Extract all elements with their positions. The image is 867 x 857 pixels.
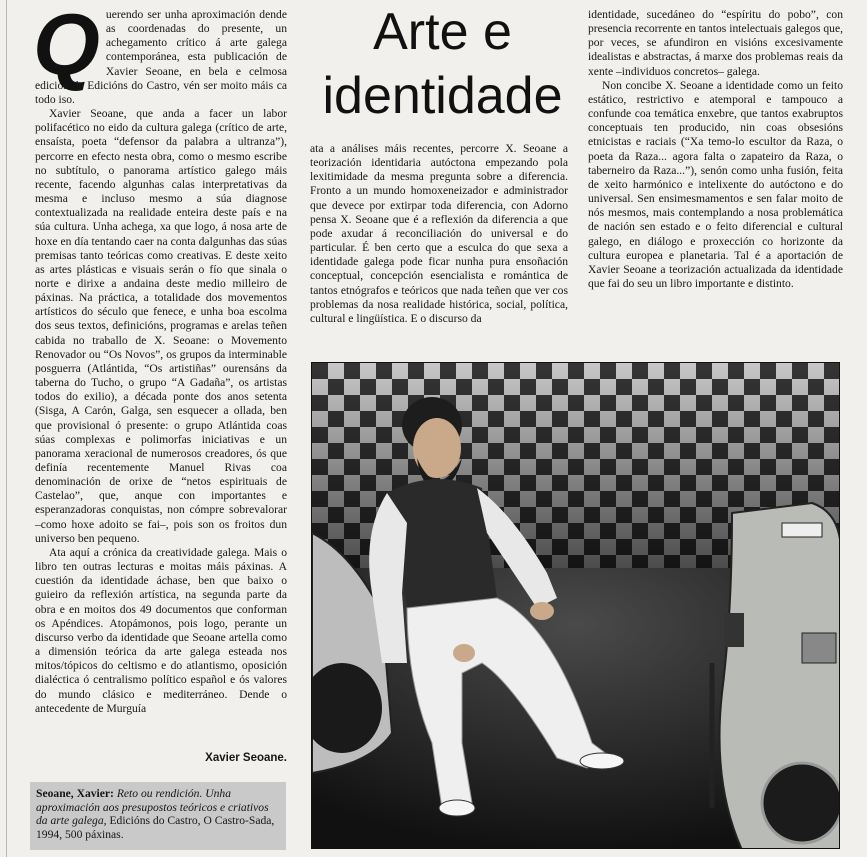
bib-author: Seoane, Xavier: xyxy=(36,787,114,800)
author-signature: Xavier Seoane. xyxy=(205,752,287,764)
paragraph-4: ata a análises máis recentes, percorre X. Seoane a teorización identidaria autóctona empezando pola lexitimidade da mesma pregunta sobre a diferencia. Fronto a un mundo homoxeneizador e administrador que devece por extirpar toda diferencia, con Adorno pensa X. Seoane que é a reflexión da diferencia a que pode axudar á reconciliación do universal e do particular. É ben certo que a esculca do que sexa a identidade galega pode ficar nunha pura ensoñación conceptual, concepción esencialista e romántica de tantos etnógrafos e teóricos que nada teñen que ver cos problemas da nosa realidade histórica, social, política, cultural e lingüística. E o discurso da xyxy=(310,142,568,325)
bibliography-box xyxy=(30,782,286,850)
bib-publisher: Edicións do Castro, O Castro-Sada, 1994, 500 páxinas. xyxy=(36,814,275,841)
page-edge-rule xyxy=(6,0,7,857)
paragraph-5: identidade, sucedáneo do “espíritu do pobo”, con presencia recorrente en tantos intelectuais galegos que, por veces, se afundiron en visións excesivamente idealistas e abstractas, á marxe dos problemas reais da xente –individuos concretos– galega. xyxy=(588,8,843,78)
column-middle xyxy=(310,142,568,326)
paragraph-2: Xavier Seoane, que anda a facer un labor polifacético no eido da cultura galega (crítico de arte, ensaísta, poeta “defensor da palabra a ultranza”), percorre en efecto nesta obra, como o mesmo escribe no subtítulo, o panorama artístico galego máis recente, facendo algunhas calas interpretativas da mesma e incluso mesmo a súa diagnose contextualizada na realidade enteira deste país e na súa cultura. Unha achega, xa que logo, á nosa arte de hoxe en día tentando caer na conta dalgunhas das súas premisas tanto teóricas como creativas. E deste xeito as artes plásticas e visuais serán o fío que sinala o norte e dirixe a andaina deste medio milleiro de páxinas. Na práctica, a totalidade dos movementos artísticos do século que fenece, e unha boa escolma dos seus textos, definicións, programas e arelas teñen cabida no traballo de X. Seoane: o Movemento Renovador ou “Os Novos”, os grupos da interminable posguerra (Atlántida, “Os artistiñas” ourensáns da taberna do Tucho, o grupo “A Gadaña”, os artistas todos do exilio), a década ponte dos anos setenta (Sisga, A Carón, Galga, sen esquecer a ollada, ben que provisional ó presente: o grupo Atlántida coas súas complexas e polimorfas iniciativas e un panorama xeracional de numerosos creadores, ós que definía recentemente Manuel Rivas coa denominación de orixe de “netos espirituais de Castelao”, que, anque con importantes e esperanzadoras conquistas, non cómpre sobrevalorar –como hoxe adoito se fai–, pois son os froitos dun universo ben pequeno. xyxy=(35,107,287,545)
headline xyxy=(300,0,585,128)
paragraph-3: Ata aquí a crónica da creatividade galega. Mais o libro ten outras lecturas e moitas máis páxinas. A cuestión da identidade áchase, ben que baixo o guieiro da reflexión artística, na segunda parte da obra e en moitos dos 49 documentos que conforman os Apéndices. Atopámonos, pois logo, perante un discurso verbo da identidade que Seoane artella como a dimensión teórica da arte galega esteada nos mitos/tópicos do celtismo e do atlantismo, oposición dialéctica ó centralismo político español e ós valores do mundo clásico e mediterráneo. Dende o antecedente de Murguía xyxy=(35,545,287,715)
column-right xyxy=(588,8,843,291)
headline-line-2: identidade xyxy=(322,67,563,125)
paragraph-1: Querendo ser unha aproximación dende as coordenadas do presente, un achegamento crítico á arte galega contemporánea, esta publicación de Xavier Seoane, en bela e celmosa edición de Edicións do Castro, vén ser moito máis ca todo iso. xyxy=(33,0,287,106)
bib-title: Reto ou rendición. Unha aproximación aos presupostos teóricos e criativos da arte galega, xyxy=(36,787,269,828)
drop-cap: Q xyxy=(33,0,100,93)
photo-illustration xyxy=(312,363,840,849)
paragraph-6: Non concibe X. Seoane a identidade como un feito estático, restrictivo e atemporal e tampouco a confunde coa temática enxebre, que tantos exabruptos conceptuais ten producido, nin coas obsesións etnicistas e raciais (“Xa temo-lo escultor da Raza, o poeta da Raza... agora falta o zapateiro da Raza, o taberneiro da Raza...”), senón como unha fusión, feita de xeito harmónico e intelixente do autóctono e do universal. Sen ensimesmamentos e sen falar moito de nós mesmos, mais contemplando a nosa problemática de nación sen estado e o feito diferencial e cultural galego, en diálogo e proxección co horizonte da cultura europea e planetaria. Tal é a aportación de Xavier Seoane a teorización actualizada da identidade que fai do seu un libro importante e distinto. xyxy=(588,78,843,290)
headline-line-1: Arte e xyxy=(373,3,512,61)
column-left xyxy=(33,0,287,716)
photo-author-with-scooter xyxy=(311,362,840,849)
